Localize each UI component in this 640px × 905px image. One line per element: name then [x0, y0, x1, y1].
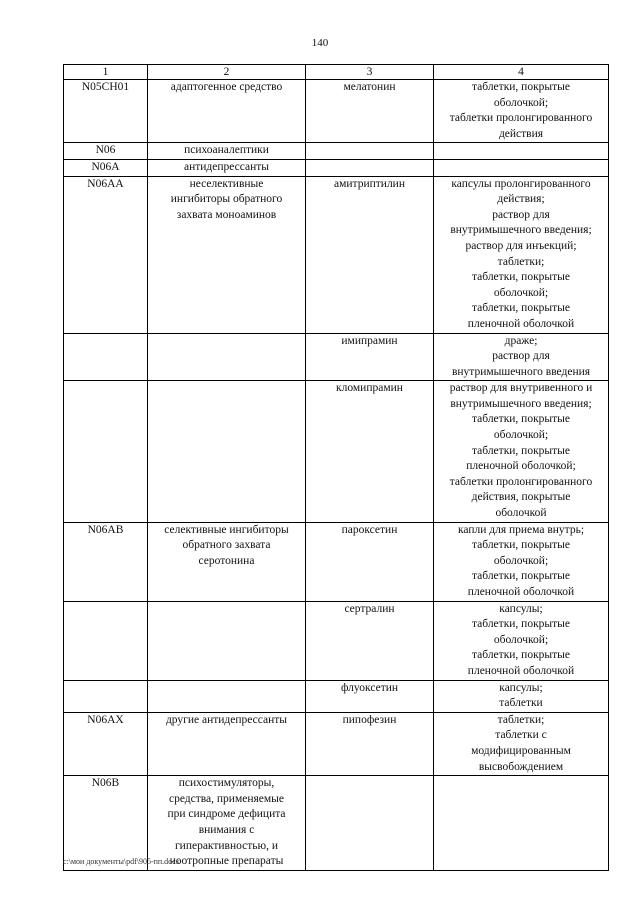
cell-text-line: ноотропные препараты — [169, 855, 284, 868]
cell-text-line: внутримышечного введения; — [450, 397, 592, 410]
dosage-forms-cell — [434, 333, 609, 381]
page-number: 140 — [311, 37, 329, 49]
header-col-1: 1 — [64, 65, 148, 80]
atc-code-cell — [64, 601, 148, 680]
drug-name-cell — [306, 712, 434, 775]
cell-text-line: кломипрамин — [336, 382, 403, 395]
cell-text-line: неселективные — [189, 177, 264, 190]
table-row — [64, 776, 609, 871]
table-row — [64, 712, 609, 775]
cell-text-line: психостимуляторы, — [178, 777, 275, 790]
cell-text-line: таблетки, покрытые — [471, 539, 571, 552]
cell-text-line: таблетки, покрытые — [471, 271, 571, 284]
cell-text-line: психоаналептики — [184, 144, 269, 157]
cell-text-line: таблетки — [499, 697, 543, 710]
group-name-cell — [148, 776, 306, 871]
header-row — [64, 65, 609, 80]
cell-text-line: сертралин — [344, 602, 395, 615]
cell-text-line: действия; — [497, 193, 545, 206]
cell-text-line: имипрамин — [341, 334, 398, 347]
group-name-cell — [148, 159, 306, 176]
group-name-cell — [148, 381, 306, 522]
cell-text-line: раствор для — [492, 350, 550, 363]
cell-text-line: ингибиторы обратного — [170, 193, 283, 206]
dosage-forms-cell — [434, 80, 609, 143]
drug-name-cell — [306, 601, 434, 680]
cell-text-line: таблетки, покрытые — [471, 302, 571, 315]
drug-name-cell — [306, 333, 434, 381]
drug-name-cell — [306, 381, 434, 522]
cell-text-line: антидепрессанты — [183, 160, 270, 173]
cell-text-line: пароксетин — [341, 523, 398, 536]
cell-text-line: обратного захвата — [182, 539, 271, 552]
atc-code-cell — [64, 80, 148, 143]
cell-text-line: внутримышечного введения — [451, 365, 591, 378]
cell-text-line: пленочной оболочкой — [467, 317, 575, 330]
cell-text-line: раствор для внутривенного и — [449, 382, 593, 395]
cell-text-line: высвобождением — [478, 760, 564, 773]
cell-text-line: пипофезин — [342, 713, 397, 726]
cell-text-line: N06AX — [87, 713, 124, 726]
atc-code-cell — [64, 143, 148, 160]
drug-name-cell — [306, 176, 434, 333]
dosage-forms-cell — [434, 712, 609, 775]
cell-text-line: мелатонин — [343, 81, 396, 93]
footer-file-path: c:\мои документы\pdf\905-пп.docx — [63, 857, 180, 866]
cell-text-line: раствор для инъекций; — [465, 239, 577, 252]
table-row — [64, 80, 609, 143]
cell-text-line: таблетки, покрытые — [471, 413, 571, 426]
table-row — [64, 381, 609, 522]
group-name-cell — [148, 333, 306, 381]
cell-text-line: оболочкой; — [493, 286, 549, 299]
cell-text-line: пленочной оболочкой — [467, 586, 575, 598]
group-name-cell — [148, 712, 306, 775]
atc-code-cell — [64, 712, 148, 775]
cell-text-line: N06B — [91, 777, 120, 790]
atc-code-cell — [64, 176, 148, 333]
cell-text-line: другие антидепрессанты — [165, 713, 288, 726]
drug-table — [63, 64, 609, 871]
dosage-forms-cell — [434, 776, 609, 871]
group-name-cell — [148, 522, 306, 601]
cell-text-line: адаптогенное средство — [170, 81, 283, 93]
cell-text-line: таблетки с — [495, 729, 547, 742]
cell-text-line: таблетки; — [497, 713, 545, 726]
cell-text-line: модифицированным — [471, 744, 571, 757]
cell-text-line: серотонина — [198, 554, 255, 567]
cell-text-line: захвата моноаминов — [176, 208, 277, 221]
cell-text-line: капсулы пролонгированного — [451, 177, 591, 190]
table-row — [64, 176, 609, 333]
cell-text-line: N06 — [95, 144, 116, 157]
group-name-cell — [148, 601, 306, 680]
cell-text-line: пленочной оболочкой — [467, 664, 575, 677]
cell-text-line: оболочкой; — [493, 554, 549, 567]
cell-text-line: флуоксетин — [340, 681, 399, 694]
atc-code-cell — [64, 522, 148, 601]
table-row — [64, 333, 609, 381]
atc-code-cell — [64, 680, 148, 712]
cell-text-line: внимания с — [198, 823, 255, 836]
cell-text-line: таблетки пролонгированного — [449, 475, 593, 488]
header-col-4: 4 — [434, 65, 609, 80]
dosage-forms-cell — [434, 381, 609, 522]
cell-text-line: таблетки, покрытые — [471, 618, 571, 631]
cell-text-line: внутримышечного введения; — [450, 224, 592, 237]
cell-text-line: капли для приема внутрь; — [457, 523, 585, 536]
cell-text-line: селективные ингибиторы — [164, 523, 289, 536]
drug-name-cell — [306, 143, 434, 160]
dosage-forms-cell — [434, 680, 609, 712]
cell-text-line: действия, покрытые — [471, 491, 571, 504]
drug-name-cell — [306, 680, 434, 712]
dosage-forms-cell — [434, 159, 609, 176]
table-row — [64, 143, 609, 160]
group-name-cell — [148, 80, 306, 143]
cell-text-line: раствор для — [492, 208, 550, 221]
dosage-forms-cell — [434, 522, 609, 601]
table-row — [64, 601, 609, 680]
cell-text-line: таблетки, покрытые — [471, 649, 571, 662]
header-col-3: 3 — [306, 65, 434, 80]
table-row — [64, 680, 609, 712]
drug-name-cell — [306, 159, 434, 176]
cell-text-line: оболочкой — [495, 507, 547, 520]
cell-text-line: драже; — [504, 334, 538, 347]
cell-text-line: гиперактивностью, и — [174, 839, 279, 852]
drug-name-cell — [306, 522, 434, 601]
header-col-2: 2 — [148, 65, 306, 80]
atc-code-cell — [64, 159, 148, 176]
cell-text-line: N06AA — [87, 177, 124, 190]
cell-text-line: таблетки, покрытые — [471, 570, 571, 583]
cell-text-line: оболочкой; — [493, 96, 549, 109]
group-name-cell — [148, 143, 306, 160]
dosage-forms-cell — [434, 176, 609, 333]
group-name-cell — [148, 680, 306, 712]
cell-text-line: средства, применяемые — [168, 792, 285, 805]
cell-text-line: таблетки, покрытые — [471, 81, 571, 93]
cell-text-line: N06A — [91, 160, 120, 173]
cell-text-line: пленочной оболочкой; — [466, 460, 576, 473]
cell-text-line: таблетки, покрытые — [471, 444, 571, 457]
cell-text-line: капсулы; — [499, 681, 543, 694]
atc-code-cell — [64, 381, 148, 522]
dosage-forms-cell — [434, 143, 609, 160]
cell-text-line: амитриптилин — [334, 177, 405, 190]
table-row — [64, 159, 609, 176]
drug-name-cell — [306, 776, 434, 871]
table-row — [64, 522, 609, 601]
cell-text-line: при синдроме дефицита — [167, 808, 286, 821]
cell-text-line: действия — [498, 127, 544, 140]
dosage-forms-cell — [434, 601, 609, 680]
cell-text-line: капсулы; — [499, 602, 543, 615]
cell-text-line: таблетки пролонгированного — [449, 112, 593, 125]
atc-code-cell — [64, 776, 148, 871]
cell-text-line: N05CH01 — [81, 81, 130, 93]
atc-code-cell — [64, 333, 148, 381]
group-name-cell — [148, 176, 306, 333]
table-body — [64, 80, 609, 871]
cell-text-line: таблетки; — [497, 255, 545, 268]
cell-text-line: оболочкой; — [493, 429, 549, 442]
drug-name-cell — [306, 80, 434, 143]
cell-text-line: оболочкой; — [493, 633, 549, 646]
cell-text-line: N06AB — [87, 523, 124, 536]
